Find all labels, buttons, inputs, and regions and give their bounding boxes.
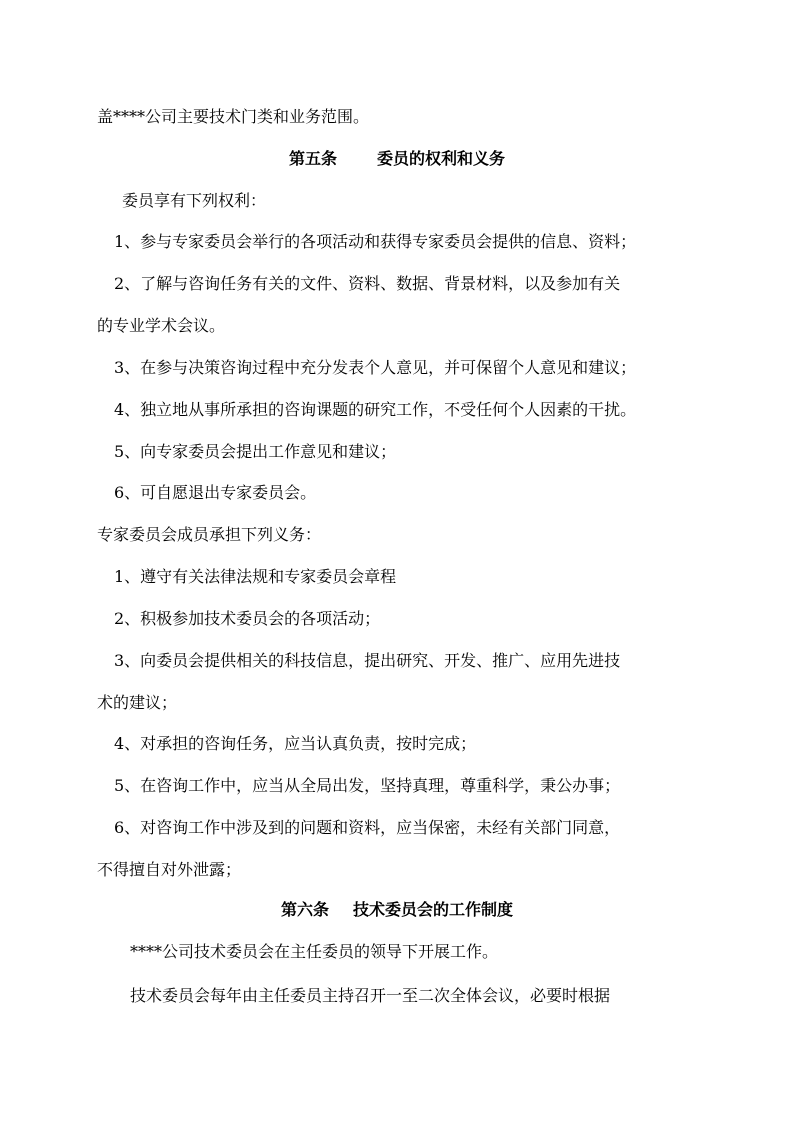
list-item: 3、在参与决策咨询过程中充分发表个人意见，并可保留个人意见和建议； (114, 358, 637, 377)
paragraph-line: ****公司技术委员会在主任委员的领导下开展工作。 (130, 942, 499, 961)
article-6-heading (0, 899, 794, 921)
article-title: 技术委员会的工作制度 (353, 900, 514, 919)
list-item-continuation: 不得擅自对外泄露； (97, 860, 242, 879)
paragraph-line: 委员享有下列权利： (122, 191, 267, 210)
list-item: 1、参与专家委员会举行的各项活动和获得专家委员会提供的信息、资料； (114, 232, 637, 251)
list-item: 6、可自愿退出专家委员会。 (114, 483, 317, 502)
paragraph-line: 专家委员会成员承担下列义务： (97, 525, 322, 544)
list-item: 4、独立地从事所承担的咨询课题的研究工作，不受任何个人因素的干扰。 (114, 400, 637, 419)
article-number: 第六条 (280, 900, 329, 919)
list-item: 6、对咨询工作中涉及到的问题和资料，应当保密，未经有关部门同意， (114, 818, 621, 837)
list-item: 2、积极参加技术委员会的各项活动； (114, 609, 381, 628)
article-title: 委员的权利和义务 (377, 149, 506, 168)
list-item: 5、在咨询工作中，应当从全局出发，坚持真理，尊重科学，秉公办事； (114, 776, 621, 795)
paragraph-line: 盖****公司主要技术门类和业务范围。 (97, 107, 370, 126)
list-item: 5、向专家委员会提出工作意见和建议； (114, 442, 397, 461)
list-item: 1、遵守有关法律法规和专家委员会章程 (114, 567, 397, 586)
paragraph-line: 技术委员会每年由主任委员主持召开一至二次全体会议，必要时根据 (130, 986, 611, 1005)
list-item: 2、了解与咨询任务有关的文件、资料、数据、背景材料，以及参加有关 (114, 274, 621, 293)
list-item: 4、对承担的咨询任务，应当认真负责，按时完成； (114, 734, 477, 753)
article-number: 第五条 (288, 149, 337, 168)
article-5-heading (0, 148, 794, 170)
list-item-continuation: 术的建议； (97, 693, 178, 712)
list-item: 3、向委员会提供相关的科技信息，提出研究、开发、推广、应用先进技 (114, 651, 621, 670)
list-item-continuation: 的专业学术会议。 (97, 316, 226, 335)
